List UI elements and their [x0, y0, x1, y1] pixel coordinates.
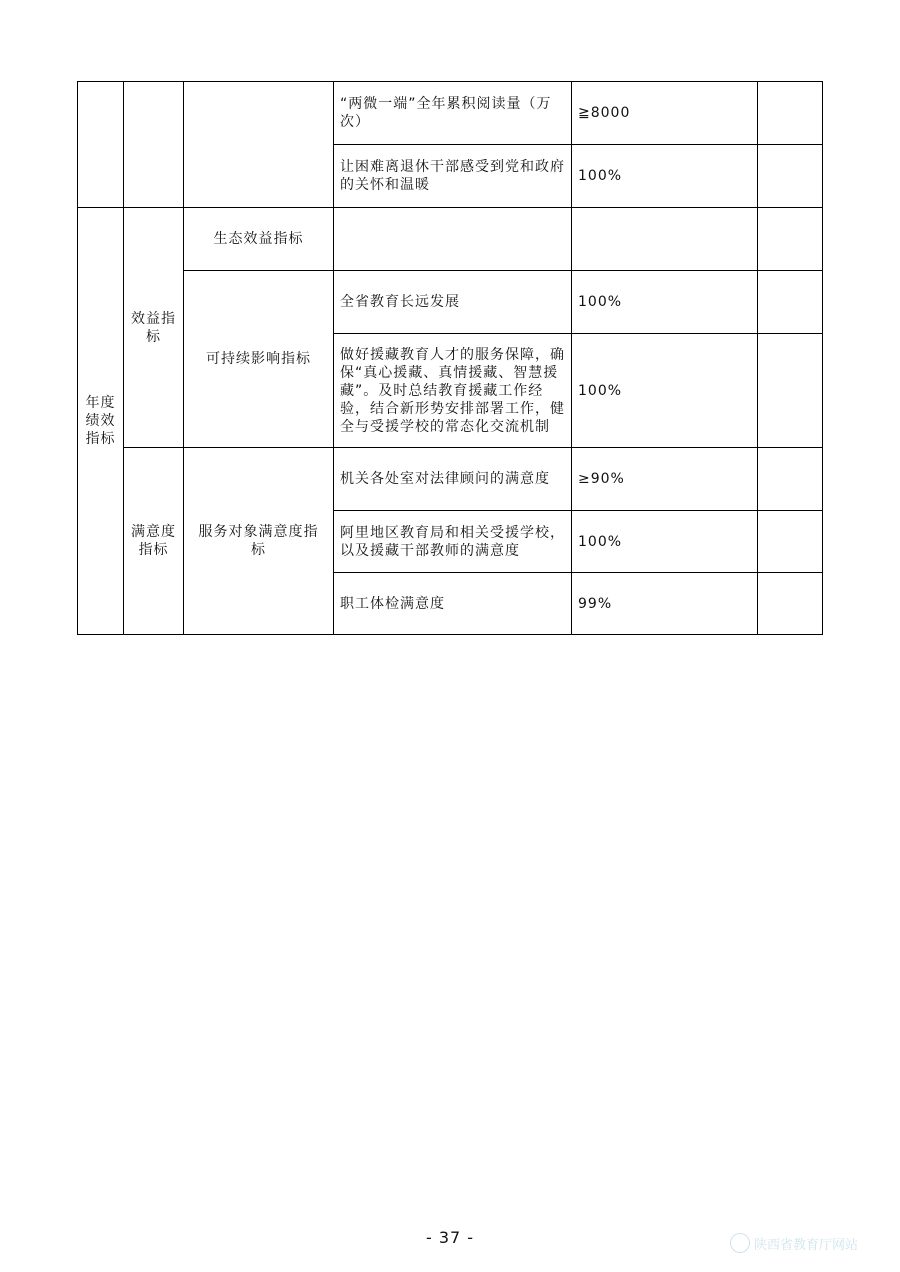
value-cell — [572, 82, 757, 144]
column-divider — [757, 81, 758, 635]
value-cell — [572, 448, 757, 510]
satisfaction-indicator-label — [124, 448, 183, 634]
indicator-cell — [334, 82, 571, 144]
value-cell — [572, 145, 757, 207]
indicator-cell — [334, 573, 571, 634]
service-satisfaction-label — [184, 448, 333, 634]
indicator-text: 机关各处室对法律顾问的满意度 — [340, 471, 550, 487]
value-text: ≥90% — [578, 471, 625, 487]
watermark-logo-icon — [730, 1233, 750, 1253]
value-cell — [572, 334, 757, 447]
table-border-bottom — [77, 634, 823, 635]
indicator-text: 阿里地区教育局和相关受援学校，以及援藏干部教师的满意度 — [340, 524, 565, 559]
indicator-text: 全省教育长远发展 — [340, 294, 460, 310]
value-text: 100% — [578, 168, 623, 184]
indicator-text: 职工体检满意度 — [340, 595, 445, 612]
value-cell — [572, 573, 757, 634]
ecological-indicator-label — [184, 208, 333, 270]
level1-indicator-label — [78, 208, 123, 634]
satisfaction-text: 满意度 指标 — [131, 524, 176, 558]
value-text: 99% — [578, 595, 613, 612]
sustainable-indicator-label — [184, 271, 333, 447]
benefit-text: 效益指 标 — [131, 310, 176, 345]
value-cell — [572, 511, 757, 572]
value-text: 100% — [578, 533, 623, 550]
value-text: 100% — [578, 294, 623, 310]
service-satisfaction-text: 服务对象满意度指 标 — [198, 524, 319, 558]
value-cell — [572, 271, 757, 333]
indicator-cell — [334, 448, 571, 510]
indicator-text: 让困难离退休干部感受到党和政府的关怀和温暖 — [340, 159, 565, 193]
benefit-indicator-label — [124, 208, 183, 447]
sustainable-text: 可持续影响指标 — [206, 351, 311, 367]
indicator-cell — [334, 511, 571, 572]
site-watermark — [730, 1232, 890, 1254]
page-number: - 37 - — [425, 1228, 475, 1247]
level1-text: 年度 绩效 指标 — [85, 395, 116, 447]
indicator-text: “两微一端”全年累积阅读量（万次） — [340, 96, 552, 130]
ecological-text: 生态效益指标 — [213, 231, 304, 247]
table-border-right — [822, 81, 823, 635]
value-text: 100% — [578, 382, 623, 399]
indicator-cell — [334, 145, 571, 207]
watermark-text: 陕西省教育厅网站 — [754, 1237, 859, 1253]
indicator-text: 做好援藏教育人才的服务保障，确保“真心援藏、真情援藏、智慧援藏”。及时总结教育援藏工作经验，结合新形势安排部署工作，健全与受援学校的常态化交流机制 — [340, 346, 565, 435]
value-text: ≧8000 — [578, 105, 631, 121]
indicator-cell — [334, 271, 571, 333]
indicator-cell — [334, 334, 571, 447]
